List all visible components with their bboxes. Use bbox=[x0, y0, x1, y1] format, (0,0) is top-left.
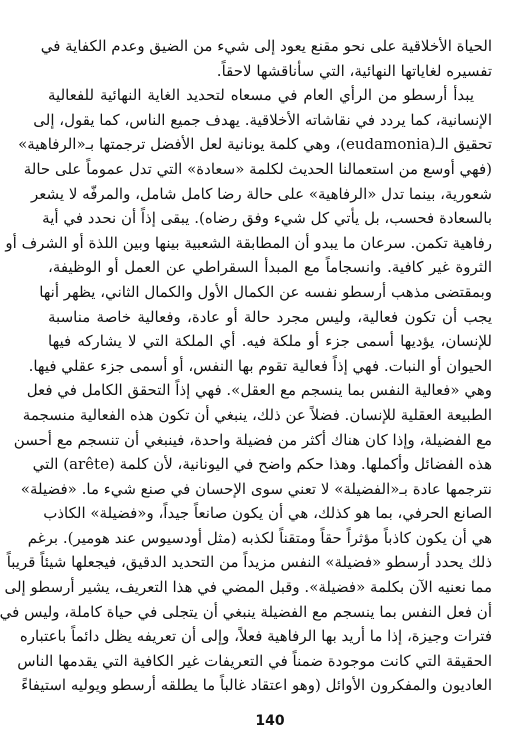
book-page-text bbox=[0, 34, 492, 714]
text-line: نترجمها عادة بـ«الفضيلة» لا تعني سوى الإحسان في صنع شيء ما. «فضيلة» bbox=[20, 479, 492, 498]
text-line: بالسعادة فحسب، بل يأتي كل شيء وفق رضاه). يبقى إذاً أن نحدد في أية bbox=[42, 209, 492, 228]
text-line: الصانع الحرفي، بما هو كذلك، هي أن يكون صانعاً جيداً، و«فضيلة» الكاذب bbox=[43, 504, 492, 523]
text-line: يجب أن تكون فعالية، وليس مجرد حالة أو عادة، وفعالية خاصة مناسبة bbox=[48, 307, 492, 326]
text-line: (فهي أوسع من استعمالنا الحديث لكلمة «سعادة» التي تدل عموماً على حالة bbox=[23, 159, 492, 178]
text-line: الحياة الأخلاقية على نحو مقنع يعود إلى شيء من الضيق وعدم الكفاية في bbox=[40, 37, 492, 55]
text-line: الطبيعة العقلية للإنسان. فضلاً عن ذلك، ينبغي أن تكون هذه الفعالية منسجمة bbox=[22, 405, 492, 424]
text-line: وهي «فعالية النفس بما ينسجم مع العقل». فهي إذاً التحقق الكامل في فعل bbox=[26, 381, 492, 400]
text-line: وبمقتضى مذهب أرسطو نفسه عن الكمال الأول والكمال الثاني، يظهر أنها bbox=[39, 282, 492, 301]
text-line: فترات وجيزة، إذا ما أريد بها الرفاهية فعلاً، وإلى أن تعريفه يظل دائماً باعتباره bbox=[19, 627, 492, 646]
text-line: هذه الفضائل وأكملها. وهذا حكم واضح في اليونانية، لأن كلمة (arête) التي bbox=[32, 455, 492, 474]
text-line: رفاهية تكمن. سرعان ما يبدو أن المطابقة الشعبية بينها وبين اللذة أو الشرف أو bbox=[5, 233, 492, 252]
text-line: تحقيق الـ(eudamonia)، وهي كلمة يونانية لعل الأفضل ترجمتها بـ«الرفاهية» bbox=[18, 135, 492, 154]
text-line: يبدأ أرسطو من الرأي العام في مسعاه لتحديد الغاية النهائية للفعالية bbox=[48, 86, 474, 105]
text-line: هي أن يكون كاذباً مؤثراً حقاً ومتقناً لكذبه (مثل أودسيوس عند هومير). برغم bbox=[27, 528, 492, 547]
text-line: شعورية، بينما تدل «الرفاهية» على حالة رضا كامل شامل، والمرفّه لا يشعر bbox=[31, 184, 492, 203]
text-line: للإنسان، يؤديها أسمى جزء أو ملكة فيه. أي الملكة التي لا يشاركه فيها bbox=[48, 332, 492, 351]
text-line: العاديون والمفكرون الأوائل (وهو اعتقاد غالباً ما يطلقه أرسطو ويوليه استيفاءً bbox=[21, 676, 492, 695]
text-line: مما نعنيه الآن بكلمة «فضيلة». وقبل المضي في هذا التعريف، يشير أرسطو إلى bbox=[4, 578, 492, 597]
text-line: الحقيقة التي كانت موجودة ضمناً في التعريفات غير الكافية التي يقدمها الناس bbox=[17, 651, 492, 670]
text-line: الحيوان أو النبات. فهي إذاً فعالية تقوم بها النفس، أو أسمى جزء عقلي فيها. bbox=[28, 356, 492, 375]
page-number: 140 bbox=[255, 713, 285, 729]
text-line: الإنسانية، كما يردد في نقاشاته الأخلاقية. يهدف جميع الناس، كما يقول، إلى bbox=[33, 110, 492, 129]
text-line: الثروة غير كافية. وانسجاماً مع المبدأ السقراطي عن العمل أو الوظيفة، bbox=[48, 258, 492, 277]
text-line: مع الفضيلة، وإذا كان هناك أكثر من فضيلة واحدة، فينبغي أن تنسجم مع أحسن bbox=[13, 430, 492, 449]
text-line: أن فعل النفس بما ينسجم مع الفضيلة ينبغي أن يتجلى في حياة كاملة، وليس في bbox=[0, 602, 492, 621]
text-line: ذلك يحدد أرسطو «فضيلة» النفس مزيداً من التحديد الدقيق، فيجعلها شيئاً قريباً bbox=[6, 553, 492, 572]
text-line: تفسيره لغاياتها النهائية، التي سأناقشها لاحقاً. bbox=[216, 61, 492, 80]
